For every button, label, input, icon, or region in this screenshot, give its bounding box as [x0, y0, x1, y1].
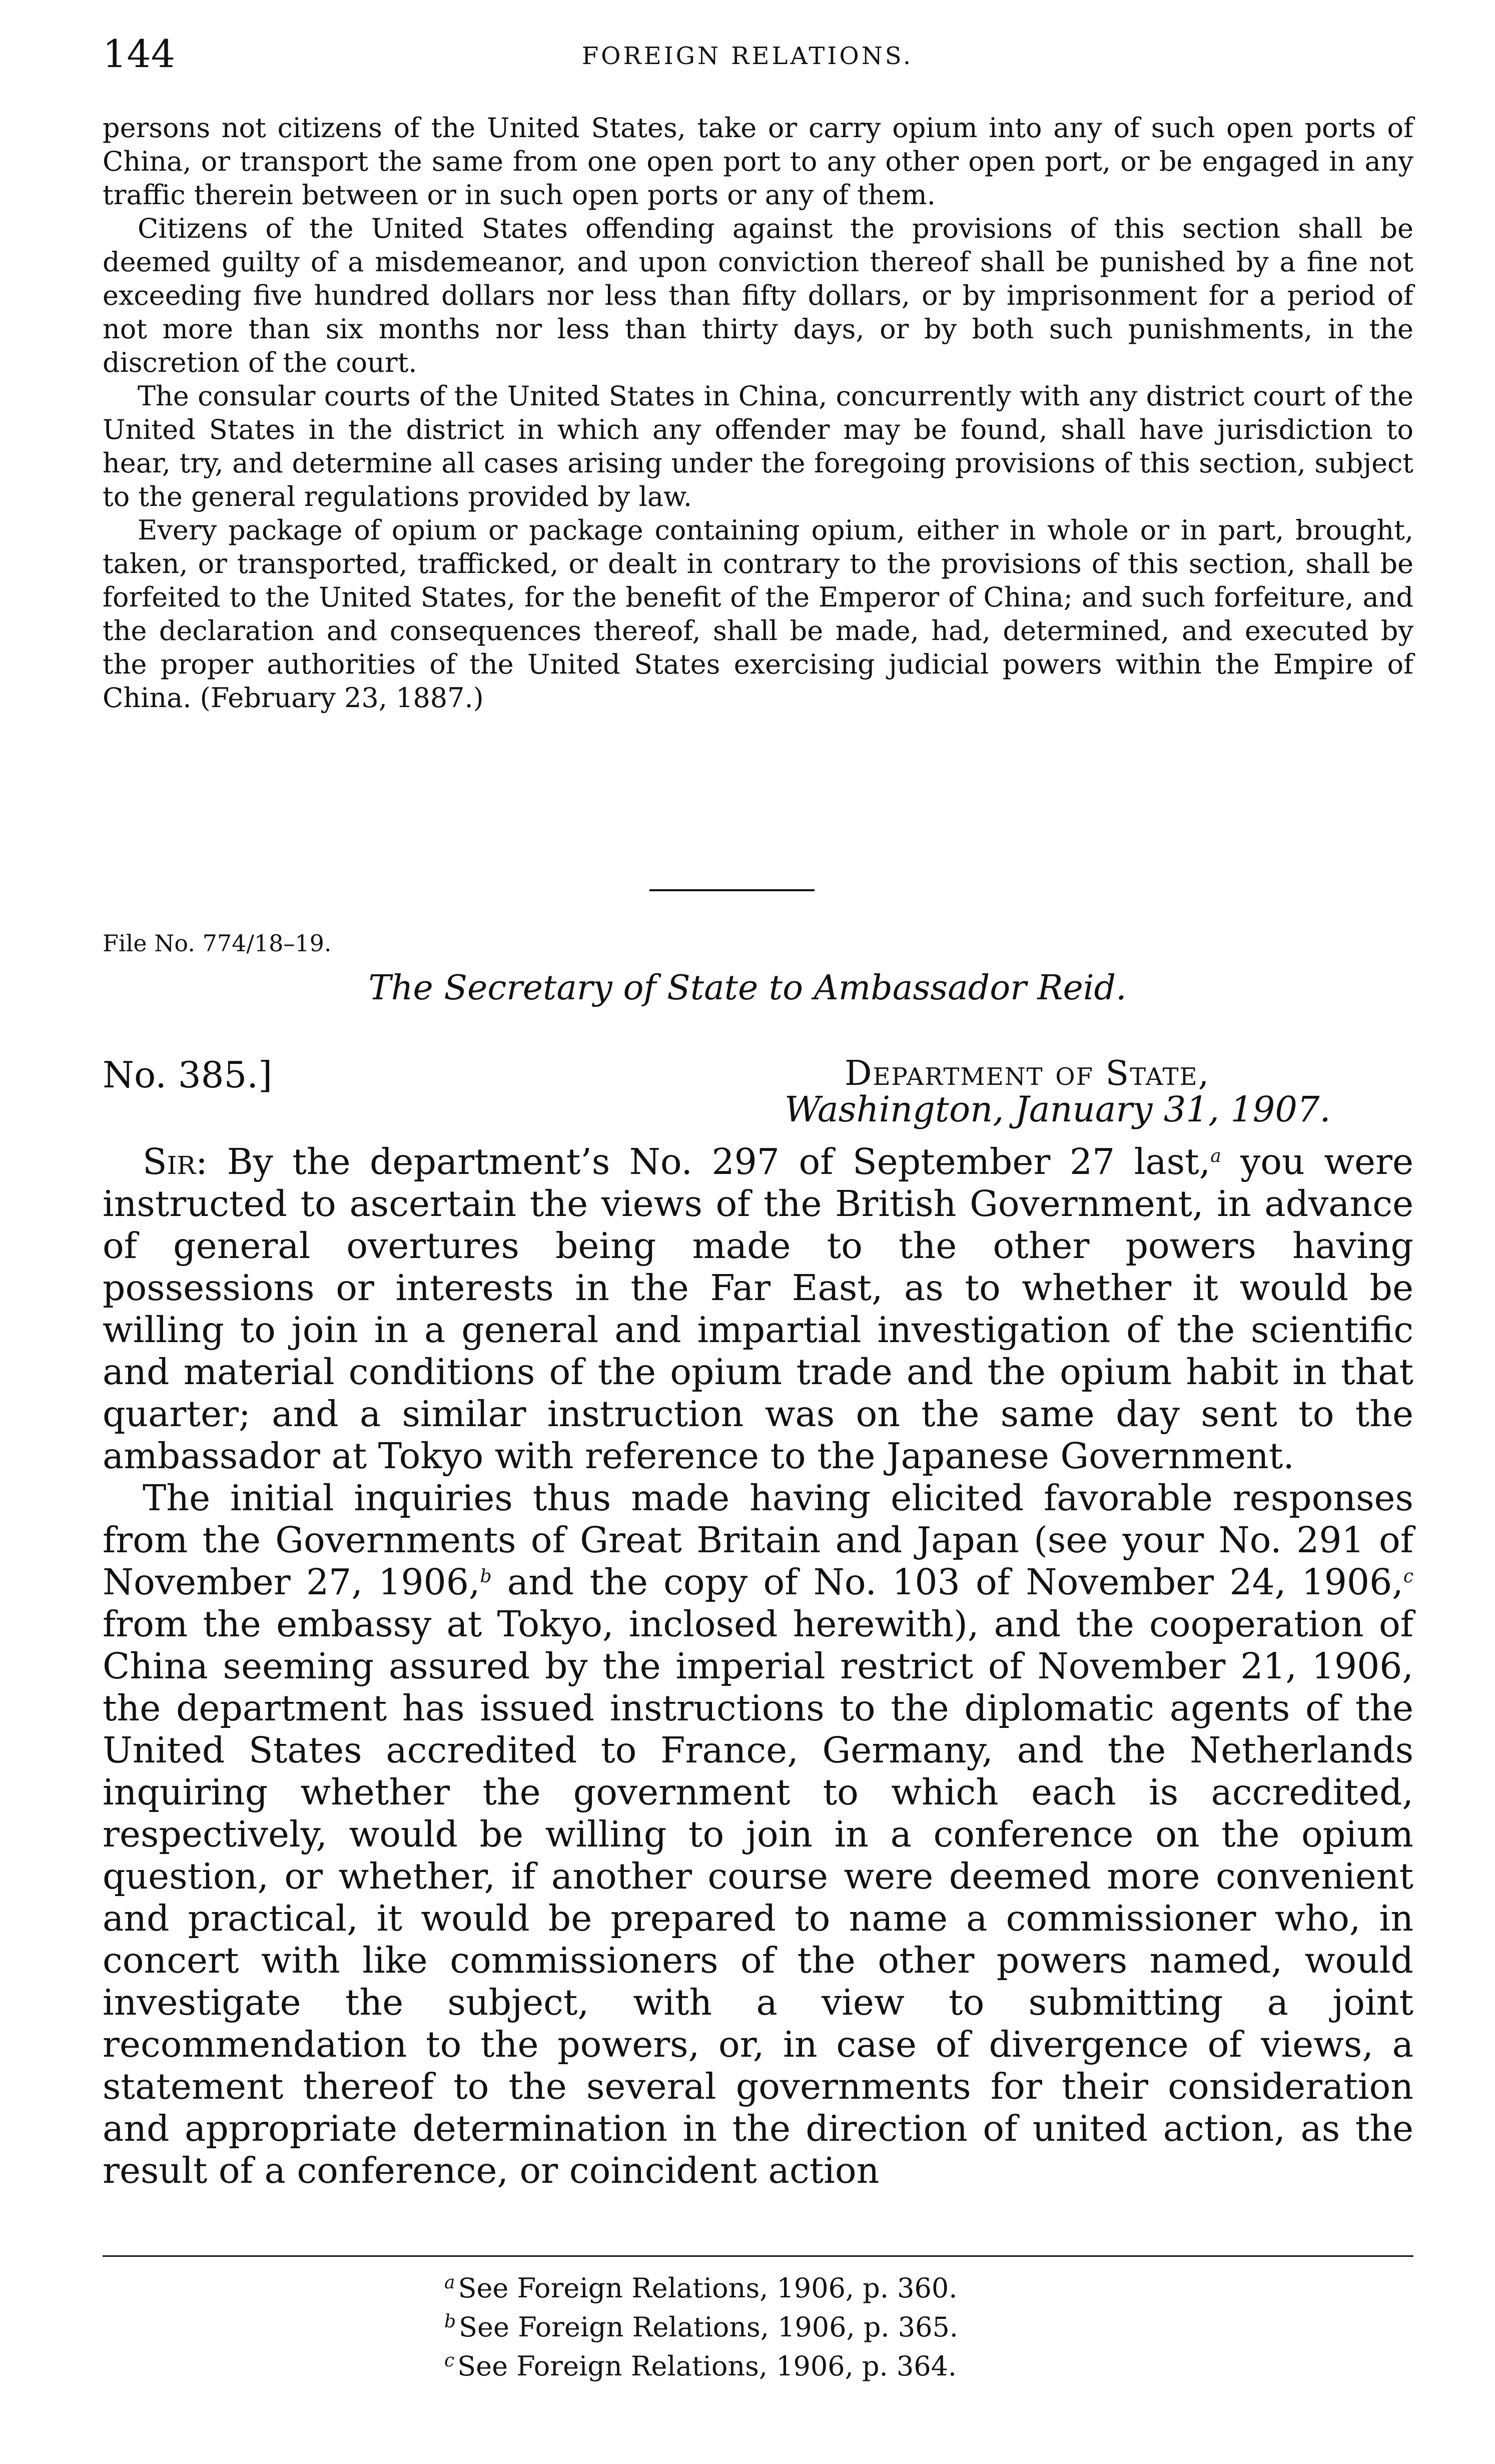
footnote-text: See Foreign Relations, 1906, p. 365.: [459, 2311, 958, 2343]
footnotes: [444, 2266, 958, 2383]
footnote-mark: b: [444, 2311, 456, 2332]
footnote-rule: [103, 2255, 1413, 2257]
footnote-mark: a: [444, 2272, 455, 2293]
statute-paragraph: Every package of opium or package containing opium, either in whole or in part, brought, taken, or transported, trafficked, or dealt in contrary to the provisions of this section, shall be forfeited to the United States, for the benefit of the Emperor of China; and such forfeiture, and the declaration and consequences thereof, shall be made, had, determined, and executed by the proper authorities of the United States exercising judicial powers within the Empire of China. (February 23, 1887.): [103, 514, 1413, 714]
letter-paragraph: [103, 1477, 1413, 2192]
statute-paragraph: persons not citizens of the United States, take or carry opium into any of such open ports of China, or transport the same from one open port to any other open port, or be engaged in any traffic therein between or in such open ports or any of them.: [103, 112, 1413, 211]
footnote: [444, 2344, 958, 2383]
letter-paragraph: [103, 1141, 1413, 1477]
footnote-mark: c: [444, 2350, 455, 2371]
footnote-text: See Foreign Relations, 1906, p. 360.: [458, 2272, 958, 2304]
footnote: [444, 2266, 958, 2305]
letter-text: The initial inquiries thus made having elicited favorable responses from the Governments of Great Britain and Japan (see your No. 291 of November 27, 1906,: [103, 1477, 1413, 1603]
file-number: File No. 774/18–19.: [103, 930, 332, 957]
letter-text: you were instructed to ascertain the views of the British Government, in advance of general overtures being made to the other powers having possessions or interests in the Far East, as to whether it would be willing to join in a general and impartial investigation of the scientific and material conditions of the opium trade and the opium habit in that quarter; and a similar instruction was on the same day sent to the ambassador at Tokyo with reference to the Japanese Government.: [103, 1141, 1413, 1477]
statute-paragraph: The consular courts of the United States in China, concurrently with any district court of the United States in the district in which any offender may be found, shall have jurisdiction to hear, try, and determine all cases arising under the foregoing provisions of this section, subject to the general regulations provided by law.: [103, 380, 1413, 512]
footnote-text: See Foreign Relations, 1906, p. 364.: [457, 2350, 957, 2382]
letter-text: from the embassy at Tokyo, inclosed herewith), and the cooperation of China seeming assured by the imperial restrict of November 21, 1906, the department has issued instructions to the diplomatic agents of the United States accredited to France, Germany, and the Netherlands inquiring whether the government to which each is accredited, respectively, would be willing to join in a conference on the opium question, or whether, if another course were deemed more convenient and practical, it would be prepared to name a commissioner who, in concert with like commissioners of the other powers named, would investigate the subject, with a view to submitting a joint recommendation to the powers, or, in case of divergence of views, a statement thereof to the several governments for their consideration and appropriate determination in the direction of united action, as the result of a conference, or coincident action: [103, 1603, 1413, 2191]
continued-statute-text: [103, 111, 1413, 715]
letter-text: and the copy of No. 103 of November 24, 1906,: [491, 1561, 1403, 1603]
salutation: Sir:: [143, 1141, 208, 1182]
letter-text: By the department’s No. 297 of September 27 last,: [227, 1141, 1211, 1182]
running-title: FOREIGN RELATIONS.: [581, 42, 914, 70]
letter-body: [103, 1141, 1413, 2192]
footnote-ref: a: [1210, 1146, 1221, 1166]
section-divider: [649, 889, 815, 891]
department-line: Department of State,: [845, 1054, 1210, 1093]
footnote-ref: c: [1403, 1566, 1413, 1587]
footnote-ref: b: [480, 1566, 492, 1587]
footnote: [444, 2305, 958, 2344]
document-number: No. 385.]: [103, 1054, 273, 1096]
statute-paragraph: Citizens of the United States offending against the provisions of this section shall be deemed guilty of a misdemeanor, and upon conviction thereof shall be punished by a fine not exceeding five hundred dollars nor less than fifty dollars, or by imprisonment for a period of not more than six months nor less than thirty days, or by both such punishments, in the discretion of the court.: [103, 213, 1413, 378]
page-number: 144: [103, 32, 176, 76]
place-date-line: Washington, January 31, 1907.: [785, 1089, 1331, 1130]
document-heading: The Secretary of State to Ambassador Reid.: [368, 968, 1127, 1008]
